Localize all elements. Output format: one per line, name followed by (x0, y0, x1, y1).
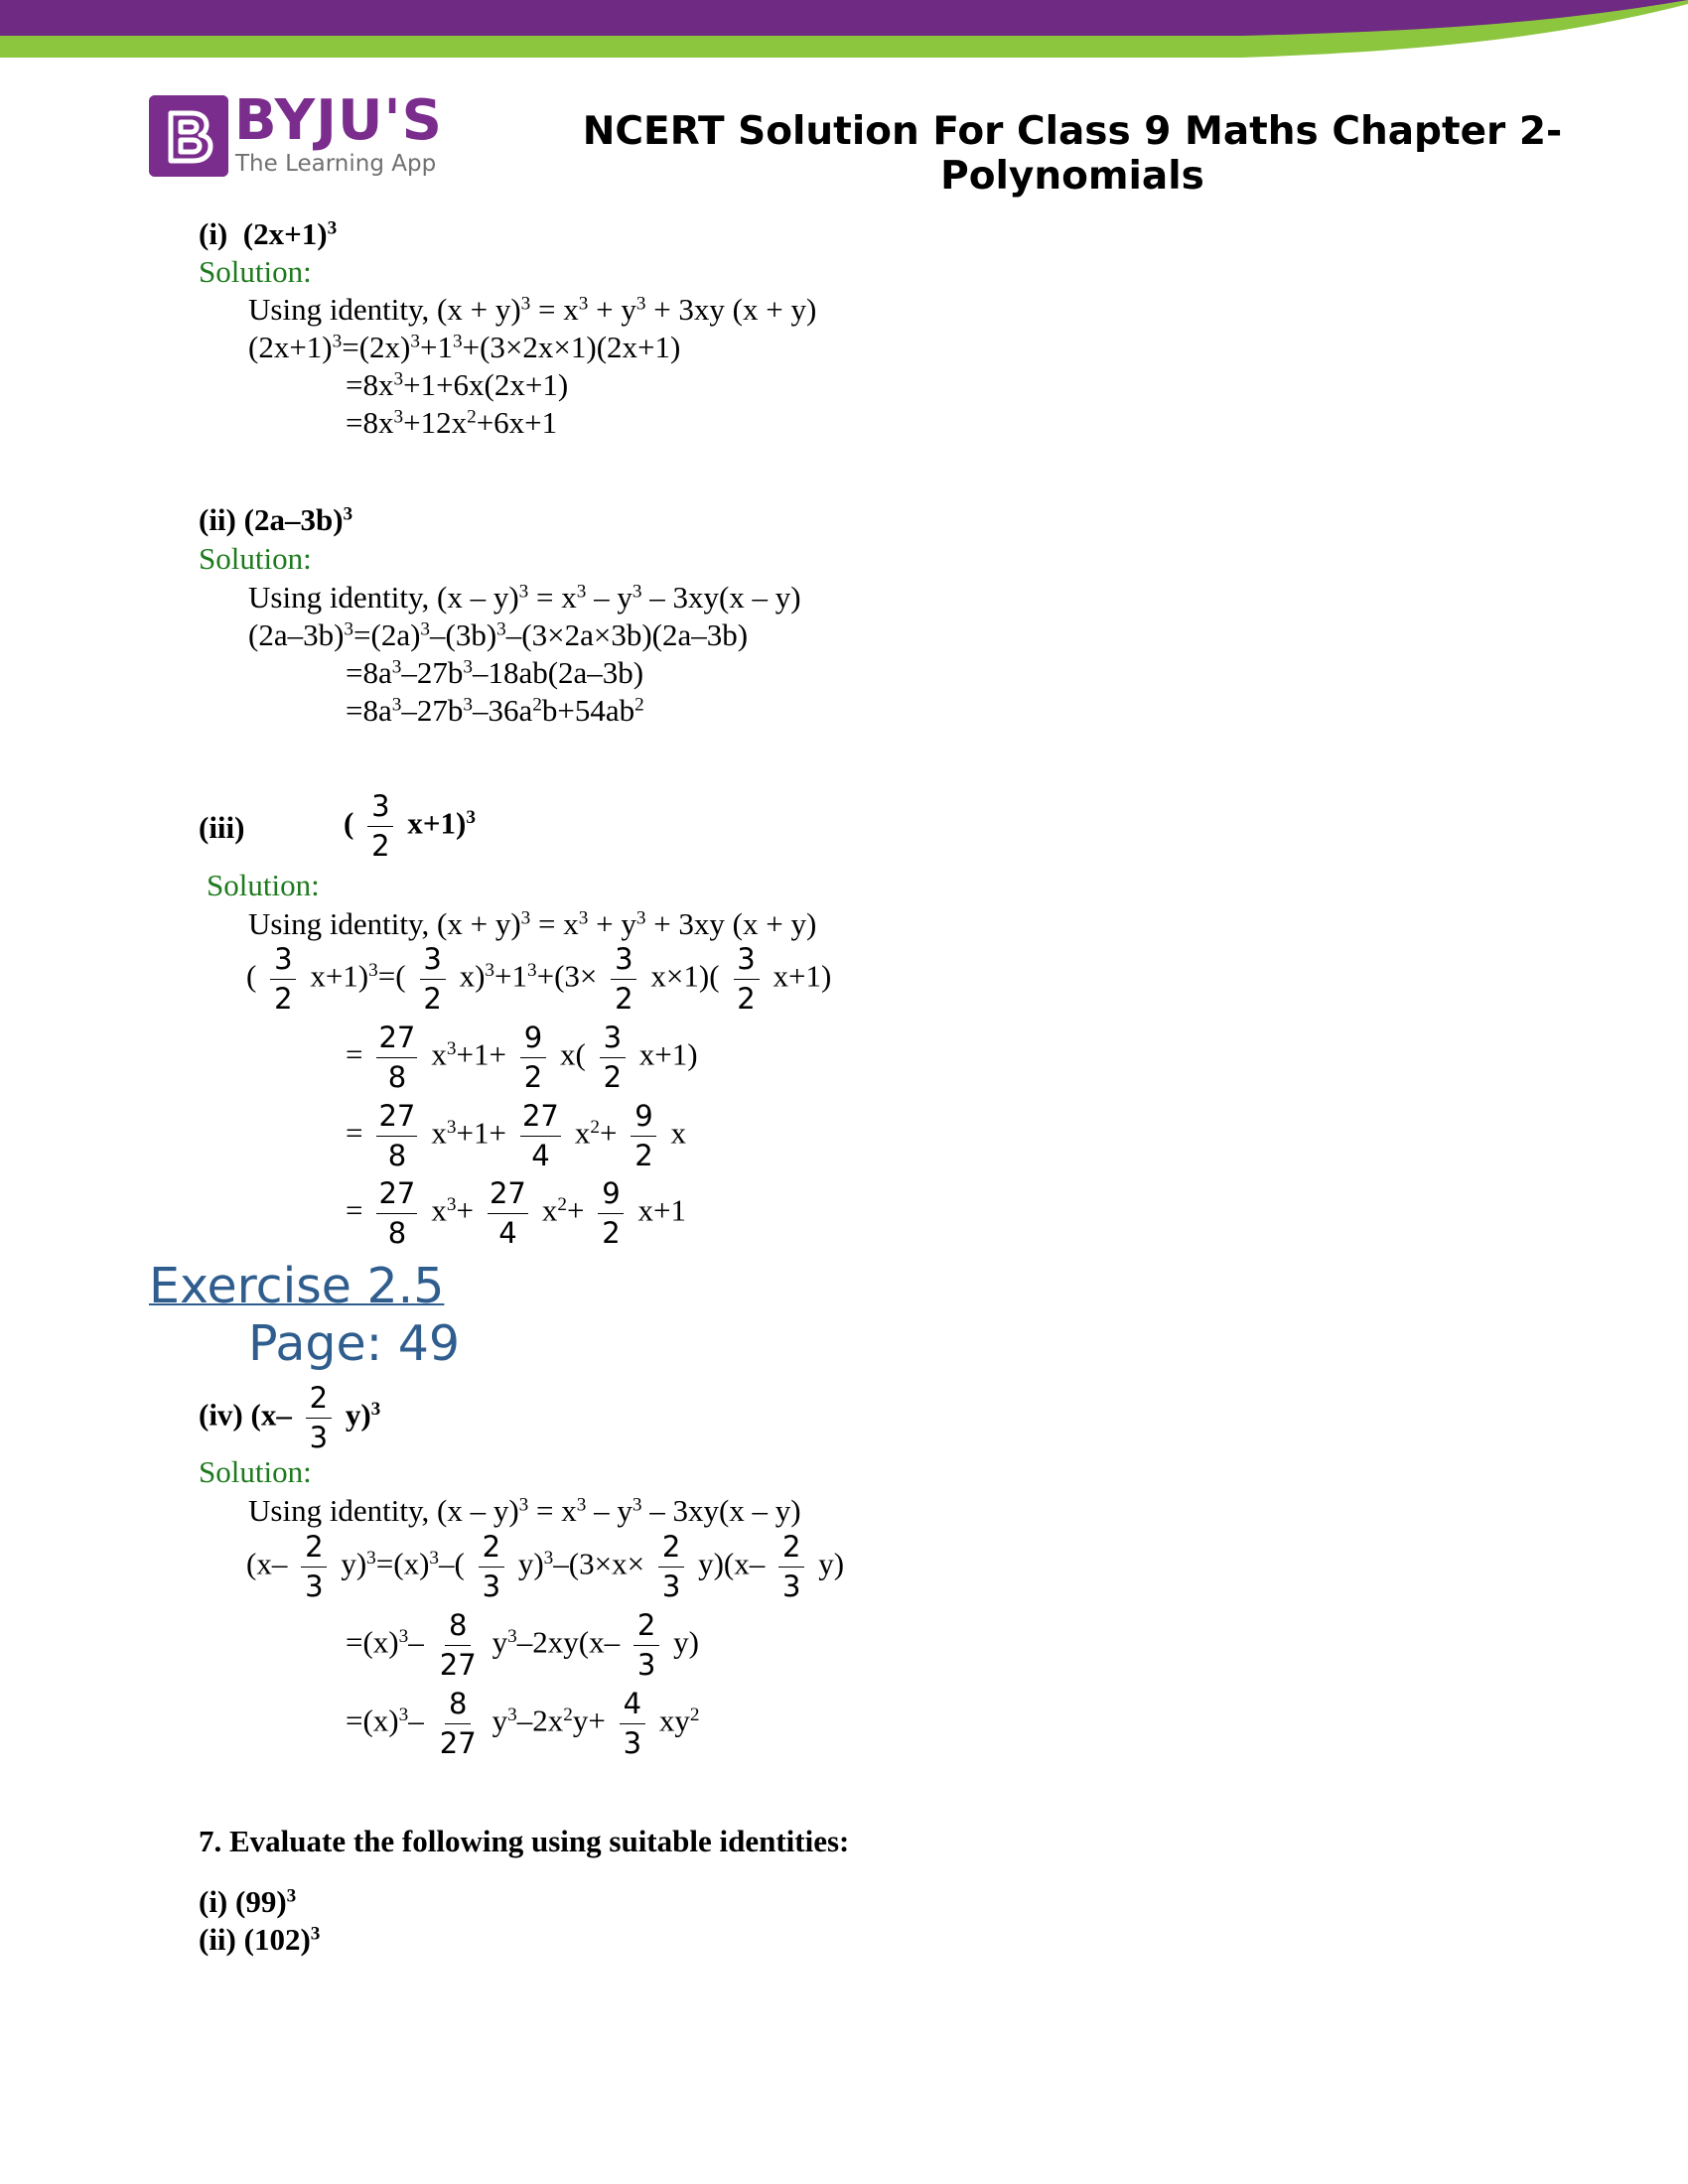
brand-tagline: The Learning App (235, 151, 437, 177)
solution-step: = $\frac{27}{8}$ $x^3+1+$ $\frac{9}{2}$ x( $\frac{3}{2}$ x+1) (346, 1021, 698, 1094)
header-banner-graphic (0, 0, 1688, 58)
solution-step: $(2a-3b)^3=(2a)^3-(3b)^3-(3\times 2a\times 3b)(2a-3b)$ (248, 617, 749, 652)
page-title-line2: Polynomials (940, 154, 1204, 199)
page-number: Page: 49 (248, 1315, 461, 1372)
solution-step: $=(x)^3-$ $\frac{8}{27}$ $y^3-2x^2y+$ $\frac{4}{3}$ $xy^2$ (346, 1687, 700, 1760)
question-i: (i) $(2x+1)^3$ (199, 216, 338, 251)
question-7-ii-text: (ii) (102) (199, 1922, 311, 1957)
solution-step: Using identity, $(x - y)^3 = x^3 - y^3 - 3xy(x - y)$ (248, 580, 801, 614)
solution-step: = $\frac{27}{8}$ $x^3+1+$ $\frac{27}{4}$ $x^2+$ $\frac{9}{2}$ x (346, 1099, 686, 1172)
question-iii-label: (iii) (199, 810, 245, 845)
solution-step: (x– $\frac{2}{3}$ $y)^3=(x)^3-$( $\frac{2}{3}$ y)$^3$–(3×x× $\frac{2}{3}$ y)(x– $\frac{2}{3}$ y) (246, 1530, 845, 1603)
solution-step: $=8a^3-27b^3-36a^2b+54ab^2$ (346, 693, 644, 728)
question-7-ii: (ii) $(102)^3$ (199, 1922, 321, 1957)
question-iv: (iv) (x– $\frac{2}{3}$ y)$^3$ (199, 1381, 381, 1454)
question-iii-expression: ( $\frac{3}{2}$ x+1)$^3$ (344, 789, 476, 863)
solution-label: Solution: (199, 1454, 312, 1489)
solution-label: Solution: (199, 254, 312, 289)
solution-step: = $\frac{27}{8}$ $x^3+$ $\frac{27}{4}$ $x^2+$ $\frac{9}{2}$ x+1 (346, 1176, 686, 1250)
solution-step: $(2x+1)^3=(2x)^3+1^3+(3\times 2x\times 1)(2x+1)$ (248, 330, 681, 364)
solution-step: ( $\frac{3}{2}$ x+1)$^3$=( $\frac{3}{2}$ $x)^3+1^3+(3\times$ $\frac{3}{2}$ x×1)( $\frac{3}{2}$ x+1) (246, 942, 832, 1016)
question-label: (iv) (199, 1397, 243, 1433)
question-7-heading: 7. Evaluate the following using suitable identities: (199, 1824, 850, 1858)
question-7-i: (i) $(99)^3$ (199, 1884, 297, 1919)
solution-step: $=8x^3+12x^2+6x+1$ (346, 405, 558, 440)
question-label: (ii) (199, 502, 236, 537)
exercise-heading: Exercise 2.5 (149, 1258, 445, 1314)
solution-step: Using identity, $(x - y)^3 = x^3 - y^3 - 3xy(x - y)$ (248, 1493, 801, 1528)
brand-name: BYJU'S (234, 88, 443, 153)
question-label: (i) (199, 216, 228, 251)
page-title (556, 109, 1589, 199)
solution-step: Using identity, $(x + y)^3 = x^3 + y^3 + 3xy$ (x + y) (248, 292, 817, 327)
question-expression: (2x+1) (242, 216, 328, 251)
solution-label: Solution: (207, 868, 320, 902)
page-title-line1: NCERT Solution For Class 9 Maths Chapter 2- (582, 109, 1563, 154)
header-banner (0, 0, 1688, 58)
byjus-logo-icon (149, 95, 228, 177)
question-ii: (ii) $(2a-3b)^3$ (199, 502, 353, 537)
question-7-i-text: (i) (99) (199, 1884, 287, 1919)
question-expression: (2a–3b) (243, 502, 344, 537)
solution-step: $=(x)^3-$ $\frac{8}{27}$ $y^3-2xy(x-$ $\frac{2}{3}$ y) (346, 1608, 699, 1682)
solution-label: Solution: (199, 541, 312, 576)
solution-step: Using identity, $(x + y)^3 = x^3 + y^3 + 3xy$ (x + y) (248, 906, 817, 941)
solution-step: $=8a^3-27b^3-18ab(2a-3b)$ (346, 655, 644, 690)
solution-step: $=8x^3+1+6x(2x+1)$ (346, 367, 569, 402)
